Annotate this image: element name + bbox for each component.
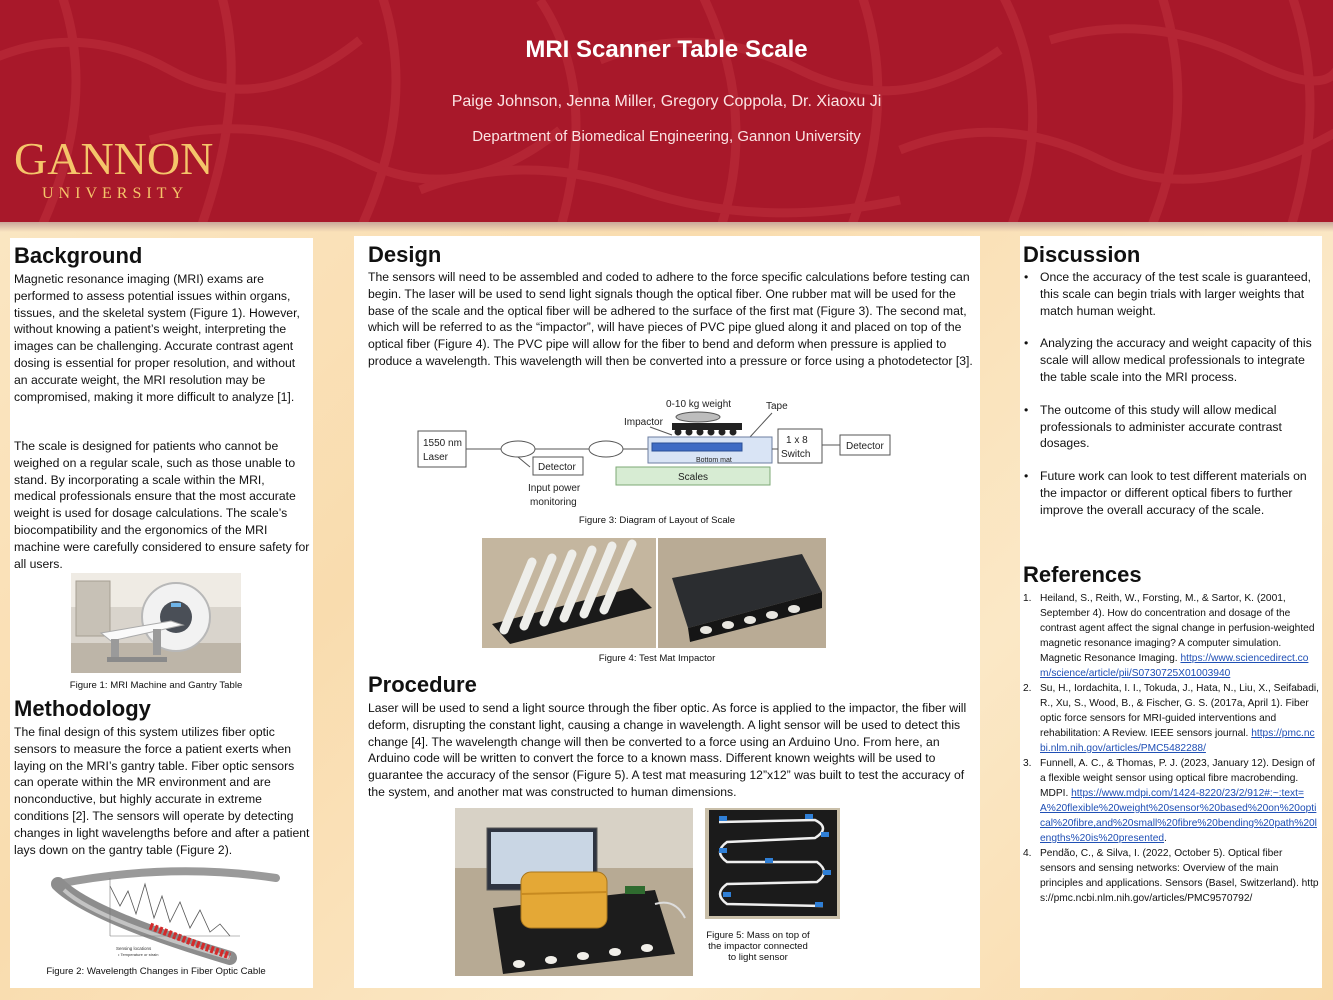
figure-4-impactor-photo [482,538,826,648]
discussion-item: • Once the accuracy of the test scale is guaranteed, this scale can begin trials with larger weights that match human weight. [1022,269,1318,319]
diagram-detector-left: Detector [538,462,576,473]
reference-number: 2. [1023,683,1032,694]
design-heading: Design [368,242,442,267]
figure-2-caption: Figure 2: Wavelength Changes in Fiber Optic Cable [46,966,266,977]
reference-item [1023,756,1319,846]
reference-text: Pendão, C., & Silva, I. (2022, October 5). Optical fiber sensors and sensing networks: Overview of the main principles and applications. Sensors (Basel, Switzerland). [1040,848,1302,889]
figure-3-diagram [410,393,897,513]
procedure-heading: Procedure [368,672,477,697]
impactor-illustration [482,538,826,648]
figure-1-caption: Figure 1: MRI Machine and Gantry Table [69,680,243,691]
diagram-switch-1: 1 x 8 [786,435,808,446]
reference-link[interactable]: https://www.sciencedirect.com/science/article/pii/S0730725X01003940 [1040,653,1309,679]
logo-main-text: GANNON [14,133,214,184]
reference-number: 3. [1023,758,1032,769]
figure-2-label-1: Sensing locations [116,946,152,951]
reference-link[interactable]: https://pmc.ncbi.nlm.nih.gov/articles/PMC5482288/ [1040,728,1315,754]
references-heading: References [1023,562,1142,587]
discussion-list [1022,269,1318,535]
diagram-laser-1: 1550 nm [423,438,462,449]
logo-sub-text: UNIVERSITY [42,185,188,202]
methodology-heading: Methodology [14,696,151,721]
methodology-paragraph: The final design of this system utilizes fiber optic sensors to measure the force a patient exerts when laying on the MRI’s gantry table. Fiber optic sensors can operate within the MR environment and are nonconductive, but highly accurate in extreme conditions [2]. The sensors will operate by detecting changes in light wavelengths before and after a patient lays down on the gantry table (Figure 2). [14,725,310,857]
mass-on-impactor-illustration [455,808,693,976]
diagram-bottom-mat: Bottom mat [696,457,732,464]
figure-5-caption-line-1: Figure 5: Mass on top of [706,930,810,941]
design-paragraph: The sensors will need to be assembled and coded to adhere to the force specific calculations before testing can begin. The laser will be used to send light signals though the optical fiber. One rubber mat will be used for the base of the scale and the optical fiber will be adhered to the surface of the first mat (Figure 3). The second mat, which will be referred to as the “impactor”, will have pieces of PVC pipe glued along it and placed on top of the optical fiber (Figure 4). The PVC pipe will allow for the fiber to bend and deform when pressure is applied to produce a wavelength. This wavelength will then be converted into a pressure or force using a photodetector [3]. [368,270,973,368]
diagram-input-power-1: Input power [528,483,581,494]
diagram-detector-right: Detector [846,441,884,452]
diagram-switch-2: Switch [781,449,811,460]
reference-number: 1. [1023,593,1032,604]
right-column [1020,236,1322,988]
gannon-logo [14,134,234,210]
fiber-optic-illustration [50,866,280,968]
figure-2-label-2: • Temperature or strain [118,952,159,957]
reference-item [1023,681,1319,756]
diagram-input-power-2: monitoring [530,497,577,508]
procedure-paragraph: Laser will be used to send a light source through the fiber optic. As force is applied to the impactor, the fiber will deform, disrupting the constant light, causing a change in wavelength. A light sensor will be used to detect this change [4]. The wavelength change will then be converted to a force using an Arduino Uno. From here, an Arduino code will be written to convert the force to a known mass. Different known weights will be used to guarantee the accuracy of the sensor (Figure 5). A test mat measuring 12”x12” was built to test the accuracy of the system, and another mat was constructed to human dimensions. [368,701,967,799]
figure-5-caption-line-3: to light sensor [728,952,788,963]
diagram-weight: 0-10 kg weight [666,399,732,410]
reference-number: 4. [1023,848,1032,859]
figure-3-caption: Figure 3: Diagram of Layout of Scale [578,515,736,526]
background-heading: Background [14,243,143,268]
figure-2-fiber-optic [50,866,280,968]
poster-authors: Paige Johnson, Jenna Miller, Gregory Coppola, Dr. Xiaoxu Ji [451,93,882,110]
discussion-item: • Future work can look to test different materials on the impactor or different optical fibers to further improve the overall accuracy of the scale. [1022,468,1318,518]
diagram-scales: Scales [678,472,709,483]
middle-column [354,236,980,988]
reference-tail: . [1164,833,1167,844]
background-paragraph-2: The scale is designed for patients who cannot be weighed on a regular scale, such as those unable to stand. By incorporating a scale within the MRI, medical professionals ensure that the most accurate weight is used for dosage calculations. The scale’s biocompatibility and the ergonomics of the MRI machine were carefully considered to ensure safety for all users. [14,439,310,571]
fiber-mat-illustration [705,808,840,919]
header-banner [0,0,1333,222]
figure-5-mass-photo [455,808,693,976]
diagram-laser-2: Laser [423,452,449,463]
left-column [10,238,313,988]
figure-5-caption-line-2: the impactor connected [708,941,808,952]
discussion-item: • The outcome of this study will allow medical professionals to administer accurate contrast dosages. [1022,402,1318,452]
poster-department: Department of Biomedical Engineering, Gannon University [472,128,861,145]
poster-title: MRI Scanner Table Scale [525,36,808,63]
figure-4-caption: Figure 4: Test Mat Impactor [598,653,716,664]
figure-5-caption [692,930,824,963]
mri-machine-illustration [71,573,241,673]
reference-item [1023,846,1319,906]
references-list [1023,591,1319,906]
figure-5-fiber-mat-photo [705,808,840,919]
reference-text: Heiland, S., Reith, W., Forsting, M., & Sartor, K. (2001, September 4). How do concentration and dosage of the contrast agent affect the signal change in perfusion-weighted magnetic resonance imaging? A computer simulation. Magnetic Resonance Imaging. [1040,593,1315,664]
header-shadow [0,222,1333,232]
reference-text: Su, H., Iordachita, I. I., Tokuda, J., Hata, N., Liu, X., Seifabadi, R., Xu, S., Wood, B., & Fischer, G. S. (2017a, April 1). Fiber optic force sensors for MRI-guided interventions and rehabilitation: A Review. IEEE sensors journal. [1040,683,1319,739]
background-paragraph-1: Magnetic resonance imaging (MRI) exams are performed to assess potential issues within organs, tissues, and the skeletal system (Figure 1). However, without knowing a patient’s weight, interpreting the images can be challenging. Accurate contrast agent dosing is essential for proper resolution, and without an accurate weight, the MRI resolution may be compromised, making it more difficult to analyze [1]. [14,272,300,404]
reference-link[interactable]: https://www.mdpi.com/1424-8220/23/2/912#:~:text=A%20flexible%20weight%20sensor%20based%20on%20optical%20fibre,and%20small%20fibre%20bending%20path%20lengths%20is%20presented [1040,788,1317,844]
diagram-impactor: Impactor [624,417,663,428]
scale-layout-diagram [410,393,897,513]
figure-1-mri-machine [71,573,241,673]
reference-item [1023,591,1319,681]
diagram-tape: Tape [766,401,788,412]
reference-url: https://pmc.ncbi.nlm.nih.gov/articles/PMC9570792/ [1040,878,1319,904]
reference-text: Funnell, A. C., & Thomas, P. J. (2023, January 12). Design of a flexible weight sensor using optical fibre macrobending. MDPI. [1040,758,1315,799]
discussion-item: • Analyzing the accuracy and weight capacity of this scale will allow medical professionals to integrate the table scale into the MRI process. [1022,335,1318,385]
discussion-heading: Discussion [1023,242,1141,267]
